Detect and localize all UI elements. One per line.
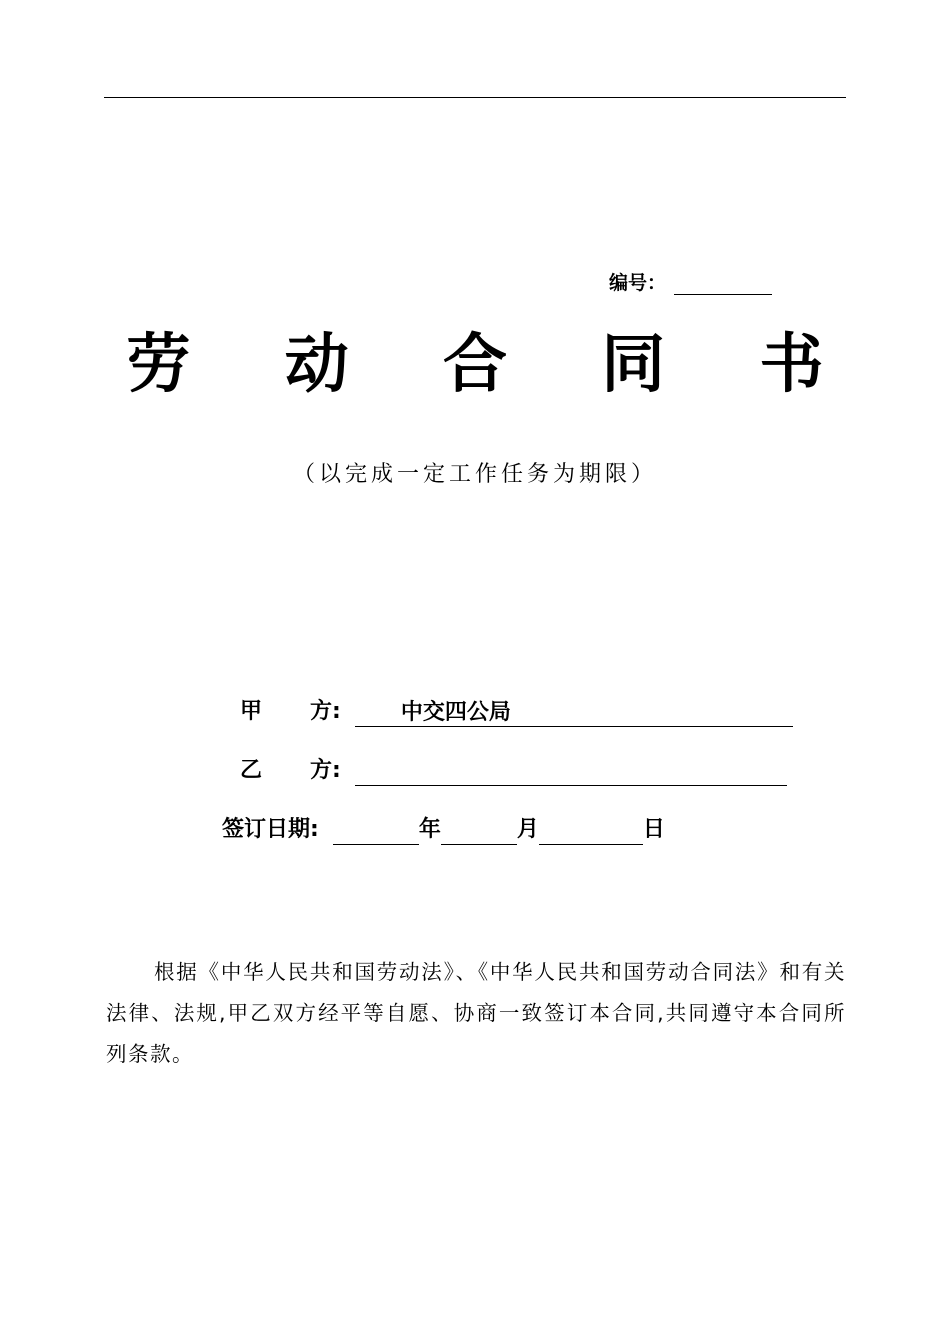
sign-month-unit: 月: [516, 817, 539, 842]
contract-number-row: [609, 268, 772, 295]
sign-month-blank: [441, 818, 517, 845]
sign-year-blank: [333, 818, 419, 845]
sign-day-blank: [539, 818, 643, 845]
document-subtitle: （以完成一定工作任务为期限）: [292, 462, 657, 487]
sign-year-unit: 年: [418, 817, 441, 842]
intro-paragraph: 根据《中华人民共和国劳动法》、《中华人民共和国劳动合同法》和有关法律、法规,甲乙双方经平等自愿、协商一致签订本合同,共同遵守本合同所列条款。: [106, 960, 846, 1066]
sign-day-unit: 日: [642, 817, 665, 842]
document-title: 劳 动 合 同 书: [126, 328, 860, 402]
header-rule: [104, 97, 846, 98]
party-b-label: 乙 方:: [240, 758, 341, 783]
sign-date-label: 签订日期:: [222, 817, 319, 842]
party-a-label: 甲 方:: [240, 699, 341, 724]
party-b-field: [355, 757, 787, 786]
party-a-field: [355, 698, 793, 727]
party-a-row: [240, 697, 793, 727]
party-b-row: [240, 756, 787, 786]
party-a-value: 中交四公局: [400, 700, 511, 725]
sign-date-row: [222, 815, 665, 845]
contract-number-blank: [674, 274, 772, 295]
contract-number-label: 编号：: [609, 272, 667, 294]
